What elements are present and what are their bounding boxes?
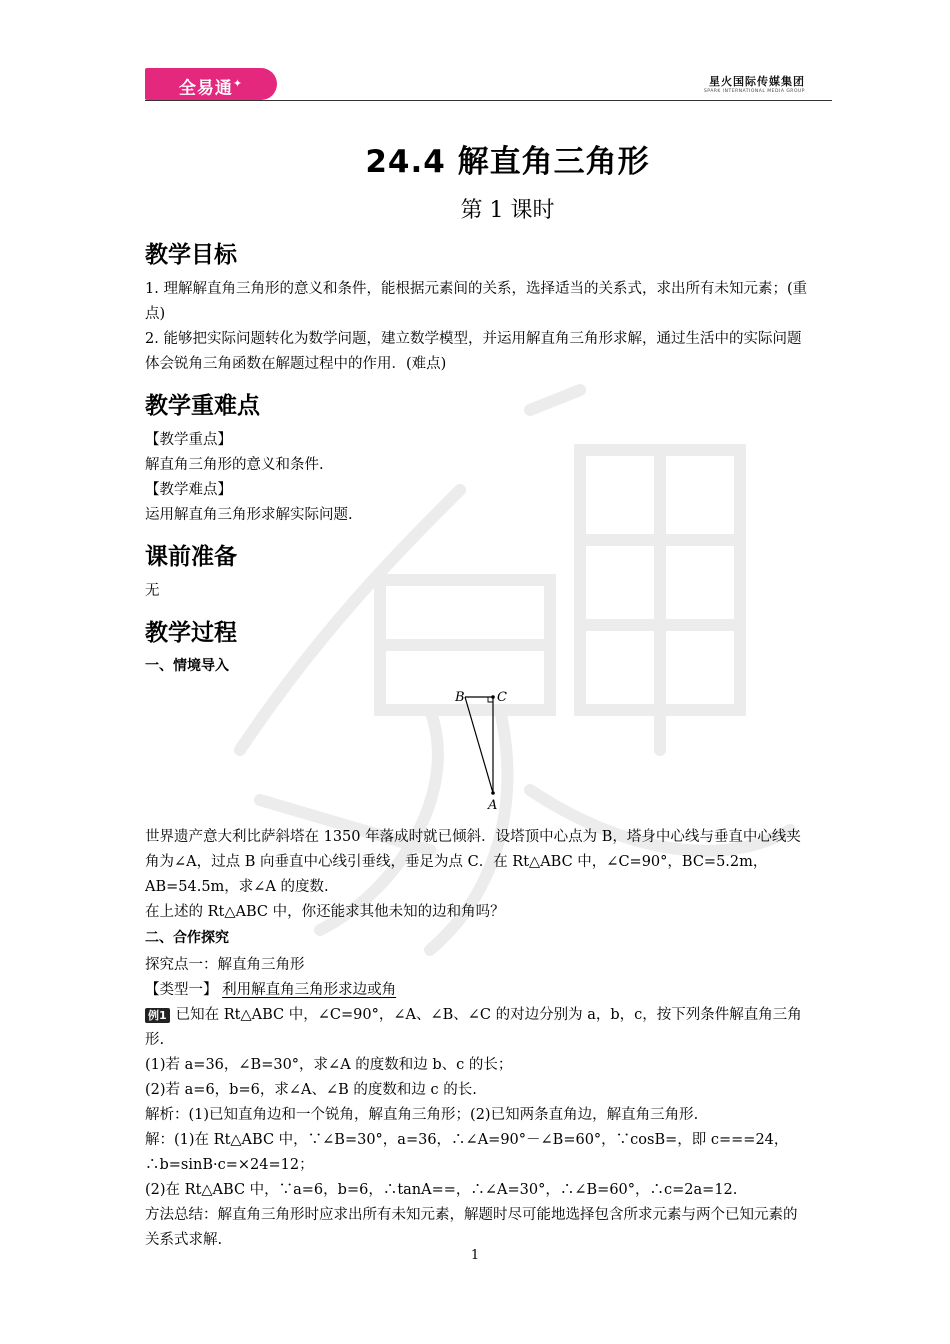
difficulty-label: 【教学难点】 bbox=[145, 482, 232, 498]
example-badge: 例1 bbox=[145, 1008, 170, 1023]
publisher-logo bbox=[704, 73, 805, 94]
example-text: 已知在 Rt△ABC 中，∠C=90°，∠A、∠B、∠C 的对边分别为 a，b，c，按下列条件解直角三角形. bbox=[145, 1007, 802, 1048]
example-1 bbox=[145, 1003, 810, 1053]
solution-1: 解：(1)在 Rt△ABC 中，∵∠B=30°，a=36，∴∠A=90°－∠B=60°，∵cosB=，即 c===24，∴b=sinB·c=×24=12； bbox=[145, 1132, 789, 1173]
analysis-text: 解析：(1)已知直角边和一个锐角，解直角三角形；(2)已知两条直角边，解直角三角形. bbox=[145, 1107, 699, 1123]
section-heading-preparation: 课前准备 bbox=[145, 544, 237, 570]
label-c: C bbox=[497, 690, 507, 705]
document-body bbox=[145, 128, 810, 1253]
publisher-name-en: SPARK INTERNATIONAL MEDIA GROUP bbox=[703, 89, 805, 94]
point-c bbox=[491, 695, 495, 699]
page-number: 1 bbox=[470, 1248, 480, 1263]
part2-heading: 二、合作探究 bbox=[145, 930, 229, 946]
header-divider bbox=[145, 100, 832, 101]
section-heading-process: 教学过程 bbox=[145, 620, 237, 646]
difficulty-text: 运用解直角三角形求解实际问题. bbox=[145, 507, 353, 523]
type-label: 【类型一】 bbox=[145, 982, 218, 998]
intro-question: 在上述的 Rt△ABC 中，你还能求其他未知的边和角吗？ bbox=[145, 904, 505, 920]
goal-item-1: 1. 理解解直角三角形的意义和条件，能根据元素间的关系，选择适当的关系式，求出所有未知元素；(重点) bbox=[145, 281, 808, 322]
solution-2: (2)在 Rt△ABC 中，∵a=6，b=6，∴tanA==，∴∠A=30°，∴∠B=60°，∴c=2a=12. bbox=[145, 1182, 738, 1198]
segment-ba bbox=[465, 697, 493, 793]
intro-paragraph: 世界遗产意大利比萨斜塔在 1350 年落成时就已倾斜．设塔顶中心点为 B，塔身中心线与垂直中心线夹角为∠A，过点 B 向垂直中心线引垂线，垂足为点 C．在 Rt△ABC 中，∠C=90°，BC=5.2m，AB=54.5m，求∠A 的度数. bbox=[145, 829, 801, 895]
brand-logo bbox=[145, 68, 277, 100]
type-line bbox=[145, 978, 810, 1003]
focus-text: 解直角三角形的意义和条件. bbox=[145, 457, 324, 473]
sparkle-icon: ✦ bbox=[232, 77, 244, 90]
section-heading-goals: 教学目标 bbox=[145, 242, 237, 268]
section-heading-key-points: 教学重难点 bbox=[145, 393, 260, 419]
preparation-text: 无 bbox=[145, 583, 160, 599]
triangle-figure bbox=[445, 681, 545, 821]
method-summary: 方法总结：解直角三角形时应求出所有未知元素，解题时尽可能地选择包含所求元素与两个已知元素的关系式求解. bbox=[145, 1207, 798, 1248]
page-title: 24.4 解直角三角形 bbox=[365, 144, 650, 180]
type-title: 利用解直角三角形求边或角 bbox=[222, 982, 397, 998]
point-a bbox=[491, 791, 495, 795]
publisher-name-cn: 星火国际传媒集团 bbox=[709, 75, 805, 88]
goal-item-2: 2. 能够把实际问题转化为数学问题，建立数学模型，并运用解直角三角形求解，通过生活中的实际问题体会锐角三角函数在解题过程中的作用．(难点) bbox=[145, 331, 802, 372]
focus-label: 【教学重点】 bbox=[145, 432, 232, 448]
question-2: (2)若 a=6，b=6，求∠A、∠B 的度数和边 c 的长. bbox=[145, 1082, 477, 1098]
question-1: (1)若 a=36，∠B=30°，求∠A 的度数和边 b、c 的长； bbox=[145, 1057, 513, 1073]
lesson-subtitle: 第 1 课时 bbox=[460, 198, 555, 223]
explore-point: 探究点一：解直角三角形 bbox=[145, 957, 305, 973]
logo-text: 全易通 bbox=[178, 78, 233, 99]
label-b: B bbox=[455, 690, 465, 705]
label-a: A bbox=[488, 798, 498, 813]
part1-heading: 一、情境导入 bbox=[145, 658, 229, 674]
